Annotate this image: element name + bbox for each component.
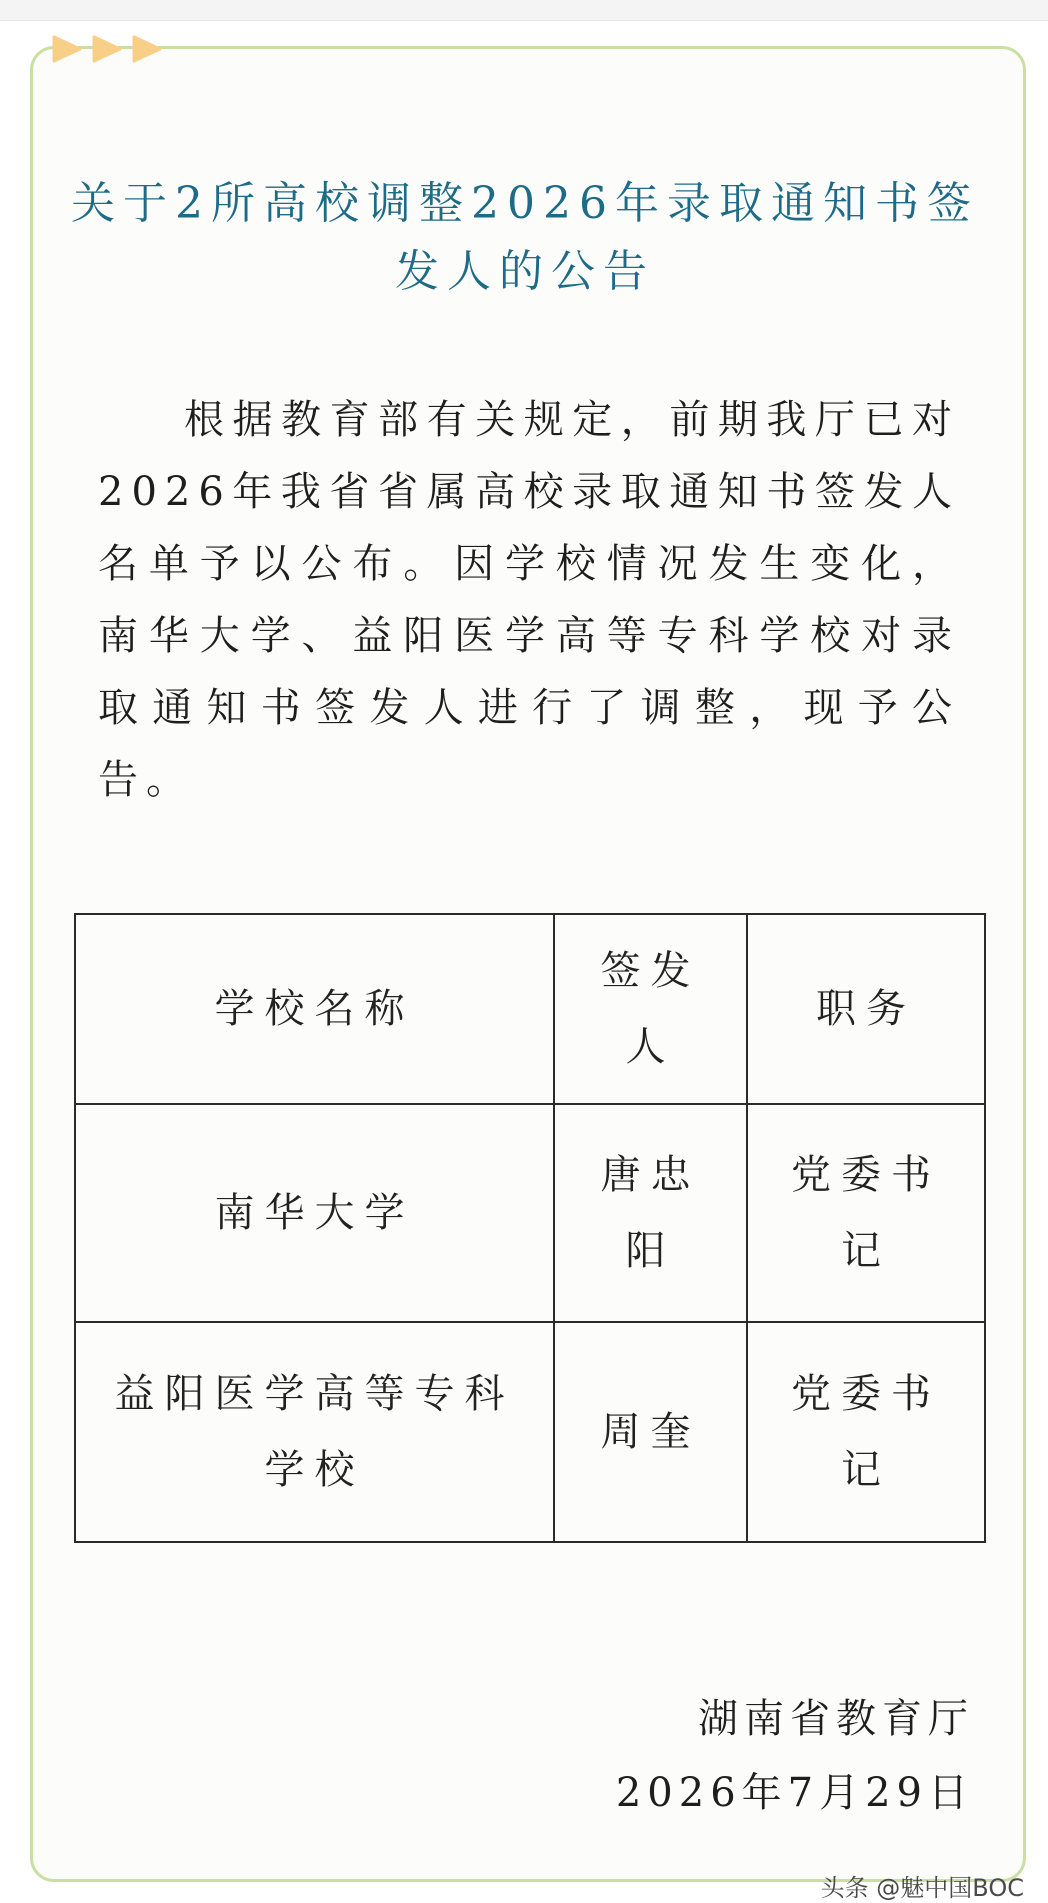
table-header-row xyxy=(75,914,985,1104)
table-row xyxy=(75,1104,985,1322)
watermark: 头条 @魅中国BOC xyxy=(820,1874,1024,1902)
decorative-arrows xyxy=(50,34,164,64)
signer-table xyxy=(74,913,986,1543)
play-arrow-icon xyxy=(90,34,124,64)
issuer-name: 湖南省教育厅 xyxy=(698,1696,974,1742)
cell-school-name: 益阳医学高等专科学校 xyxy=(75,1322,554,1542)
header-position: 职务 xyxy=(747,914,985,1104)
cell-position: 党委书记 xyxy=(747,1322,985,1542)
cell-school-name: 南华大学 xyxy=(75,1104,554,1322)
issue-date: 2026年7月29日 xyxy=(615,1770,974,1816)
header-signer: 签发人 xyxy=(554,914,747,1104)
notice-title: 关于2所高校调整2026年录取通知书签发人的公告 xyxy=(71,178,979,297)
play-arrow-icon xyxy=(50,34,84,64)
play-arrow-icon xyxy=(130,34,164,64)
notice-body: 根据教育部有关规定，前期我厅已对2026年我省省属高校录取通知书签发人名单予以公布。因学校情况发生变化，南华大学、益阳医学高等专科学校对录取通知书签发人进行了调整，现予公告。 xyxy=(98,397,960,803)
cell-position: 党委书记 xyxy=(747,1104,985,1322)
header-school-name: 学校名称 xyxy=(75,914,554,1104)
top-strip xyxy=(0,0,1048,21)
signoff xyxy=(616,1682,974,1830)
cell-signer: 唐忠阳 xyxy=(554,1104,747,1322)
table-row xyxy=(75,1322,985,1542)
cell-signer: 周奎 xyxy=(554,1322,747,1542)
